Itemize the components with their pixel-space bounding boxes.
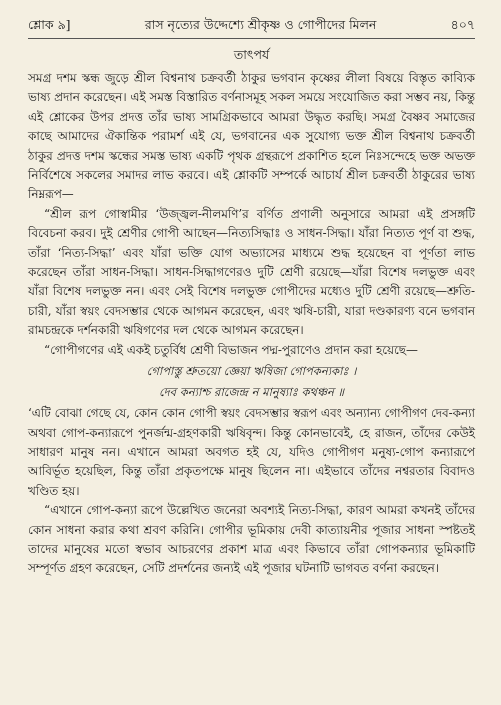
verse-reference: শ্লোক ৯]	[28, 17, 71, 32]
paragraph: “শ্রীল রূপ গোস্বামীর ‘উজ্জ্বল-নীলমণি’র বর্ণিত প্রণালী অনুসারে আমরা এই প্রসঙ্গটি বিবেচনা করব। দুই শ্রেণীর গোপী আছেন—নিত্যসিদ্ধাঃ ও সাধন-সিদ্ধা। যাঁরা নিত্যত পূর্ণ বা শুদ্ধ, তাঁরা ‘নিত্য-সিদ্ধা’ এবং যাঁরা ভক্তি যোগ অভ্যাসের মাধ্যমে শুদ্ধ হয়েছেন বা পূর্ণতা লাভ করেছেন তাঁরা সাধন-সিদ্ধা। সাধন-সিদ্ধাগণেরও দুটি শ্রেণী রয়েছে—যাঁরা বিশেষ দলভুক্ত এবং যাঁরা বিশেষ দলভুক্ত নন। এবং সেই বিশেষ দলভুক্ত গোপীদের মধ্যেও দুটি শ্রেণী রয়েছে—শ্রুতি-চারী, যাঁরা স্বয়ং বেদসম্ভার থেকে আগমন করেছেন, এবং ঋষি-চারী, যারা দণ্ডকারণ্য বনে ভগবান রামচন্দ্রকে দর্শনকারী ঋষিগণের দল থেকে আগমন করেছেন।	[28, 206, 475, 338]
sanskrit-verse-line: দেব কন্যাশ্চ রাজেন্দ্র ন মানুষ্যাঃ কথঞ্চন ॥	[158, 385, 345, 400]
running-head	[28, 16, 475, 39]
sanskrit-verse-line: গোপাস্তু শ্রুতয়ো জ্ঞেয়া ঋষিজা গোপকন্যকাঃ ।	[146, 364, 357, 379]
chapter-title: রাস নৃত্যের উদ্দেশ্যে শ্রীকৃষ্ণ ও গোপীদের মিলন	[144, 17, 377, 32]
paragraph: “এখানে গোপ-কন্যা রূপে উল্লেখিত জনেরা অবশ্যই নিত্য-সিদ্ধা, কারণ আমরা কখনই তাঁদের কোন সাধনা করার কথা শ্রবণ করিনি। গোপীর ভূমিকায় দেবী কাত্যায়নীর পূজার সাধনা স্পষ্টতই তাদের মানুষের মতো স্বভাব আচরণের প্রকাশ মাত্র এবং কিভাবে তাঁরা গোপকন্যার ভূমিকাটি সম্পূর্ণত গ্রহণ করেছেন, সেটি প্রদর্শনের জন্যই এই পূজার ঘটনাটি ভাগবত বর্ণনা করছেন।	[28, 503, 475, 576]
paragraph: সমগ্র দশম স্কন্ধ জুড়ে শ্রীল বিশ্বনাথ চক্রবর্তী ঠাকুর ভগবান কৃষ্ণের লীলা বিষয়ে বিস্তৃত কাব্যিক ভাষ্য প্রদান করেছেন। এই সমস্ত বিস্তারিত বর্ণনাসমূহ সকল সময়ে সংযোজিত করা সম্ভব নয়, কিন্তু এই শ্লোকের উপর প্রদত্ত তাঁর ভাষ্য সামগ্রিকভাবে আমরা উদ্ধৃত করছি। সমগ্র বৈষ্ণব সমাজের কাছে আমাদের ঐকান্তিক পরামর্শ এই যে, ভগবানের এক সুযোগ্য ভক্ত শ্রীল বিশ্বনাথ চক্রবর্তী ঠাকুর প্রদত্ত দশম স্কন্ধের সমস্ত ভাষ্য একটি পৃথক গ্রন্থরূপে প্রকাশিত হলে নিঃসন্দেহে ভক্ত অভক্ত নির্বিশেষে সকলের সমাদর লাভ করবে। এই শ্লোকটি সম্পর্কে আচার্য শ্রীল চক্রবর্তী ঠাকুরের ভাষ্য নিম্নরূপ—	[28, 71, 475, 202]
page-number: ৪০৭	[450, 17, 475, 32]
purport-title: তাৎপর্য	[233, 47, 270, 62]
paragraph: ‘এটি বোঝা গেছে যে, কোন কোন গোপী স্বয়ং বেদসম্ভার স্বরূপ এবং অন্যান্য গোপীগণ দেব-কন্যা অথবা গোপ-কন্যারূপে পুনর্জন্ম-গ্রহণকারী ঋষিবৃন্দ। কিন্তু কোনভাবেই, হে রাজন, তাঁদের কেউই সাধারণ মানুষ নন। এখানে আমরা অবগত হই যে, যদিও গোপীগণ মনুষ্য-গোপ কন্যারূপে আবির্ভূত হয়েছিল, কিন্তু তাঁরা প্রকৃতপক্ষে মানুষ ছিলেন না। এইভাবে তাঁদের নশ্বরতার বিবাদও খণ্ডিত হয়।	[28, 406, 475, 498]
paragraph: “গোপীগণের এই একই চতুর্বিধ শ্রেণী বিভাজন পদ্ম-পুরাণেও প্রদান করা হয়েছে—	[44, 342, 418, 357]
